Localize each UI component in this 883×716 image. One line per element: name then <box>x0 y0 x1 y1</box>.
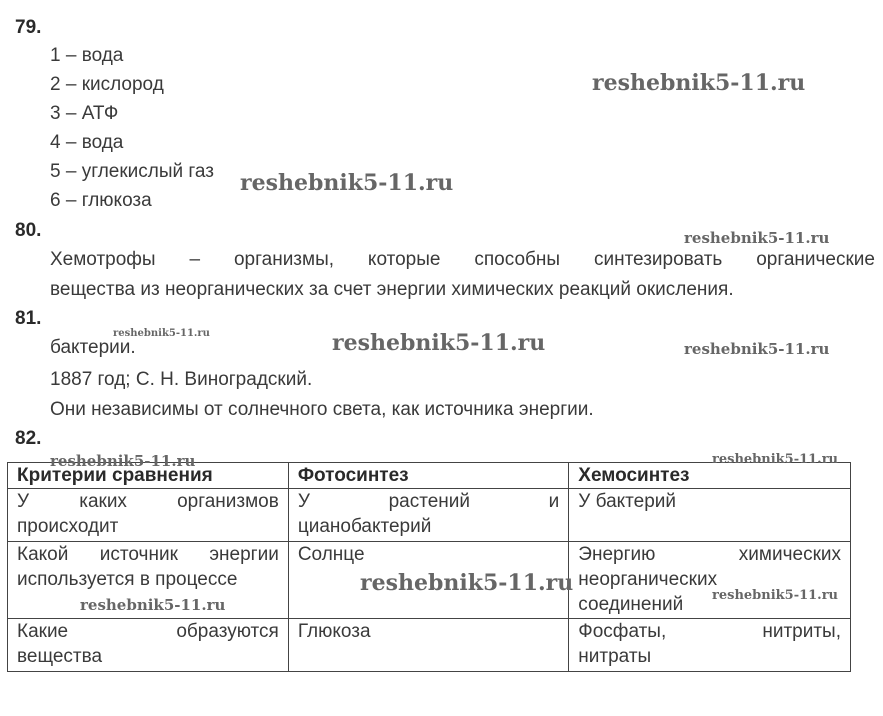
q79-item-5: 5 – углекислый газ <box>50 161 214 182</box>
table-row <box>8 619 851 672</box>
table-cell <box>569 542 851 619</box>
watermark: reshebnik5-11.ru <box>113 328 210 339</box>
q80-line-1: Хемотрофы – организмы, которые способны синтезировать органические <box>50 249 875 270</box>
watermark: reshebnik5-11.ru <box>592 70 806 96</box>
cell-line: соединений <box>578 594 684 615</box>
cell-line: вещества <box>17 646 103 667</box>
cell-line: цианобактерий <box>297 516 432 537</box>
cell-line: Фосфаты, нитриты, <box>578 621 841 642</box>
cell-line: Глюкоза <box>297 621 371 642</box>
cell-line: Какие образуются <box>17 621 279 642</box>
q80-line-2: вещества из неорганических за счет энергии химических реакций окисления. <box>50 279 734 300</box>
table-cell <box>288 619 568 672</box>
cell-line: У растений и <box>297 491 560 512</box>
watermark: reshebnik5-11.ru <box>50 452 196 470</box>
cell-line: Энергию химических <box>578 544 841 565</box>
cell-line: Солнце <box>297 544 365 565</box>
watermark: reshebnik5-11.ru <box>80 596 226 614</box>
cell-line: происходит <box>17 516 119 537</box>
question-80-number: 80. <box>15 220 42 241</box>
q79-item-1: 1 – вода <box>50 45 124 66</box>
watermark: reshebnik5-11.ru <box>360 570 574 596</box>
table-row <box>8 489 851 542</box>
q81-line-2: 1887 год; С. Н. Виноградский. <box>50 369 313 390</box>
cell-line: используется в процессе <box>17 569 238 590</box>
cell-line: неорганических <box>578 569 718 590</box>
q79-item-3: 3 – АТФ <box>50 103 119 124</box>
question-79-number: 79. <box>15 17 42 38</box>
q81-line-1: бактерии. <box>50 337 136 358</box>
watermark: reshebnik5-11.ru <box>712 452 839 467</box>
question-81-number: 81. <box>15 308 42 329</box>
cell-line: У бактерий <box>578 491 677 512</box>
q81-line-3: Они независимы от солнечного света, как источника энергии. <box>50 399 594 420</box>
header-photosynthesis: Фотосинтез <box>288 463 568 489</box>
q79-item-6: 6 – глюкоза <box>50 190 152 211</box>
table-cell <box>569 619 851 672</box>
cell-line: нитраты <box>578 646 652 667</box>
header-criteria: Критерии сравнения <box>8 463 289 489</box>
table-cell <box>569 489 851 542</box>
watermark: reshebnik5-11.ru <box>712 588 839 603</box>
watermark: reshebnik5-11.ru <box>684 229 830 247</box>
table-cell <box>8 619 289 672</box>
question-82-number: 82. <box>15 428 42 449</box>
cell-line: У каких организмов <box>17 491 279 512</box>
table-cell <box>8 489 289 542</box>
watermark: reshebnik5-11.ru <box>240 170 454 196</box>
q79-item-4: 4 – вода <box>50 132 124 153</box>
header-chemosynthesis: Хемосинтез <box>569 463 851 489</box>
watermark: reshebnik5-11.ru <box>684 340 830 358</box>
watermark: reshebnik5-11.ru <box>332 330 546 356</box>
table-cell <box>288 489 568 542</box>
cell-line: Какой источник энергии <box>17 544 279 565</box>
q79-item-2: 2 – кислород <box>50 74 164 95</box>
comparison-table <box>7 462 851 672</box>
